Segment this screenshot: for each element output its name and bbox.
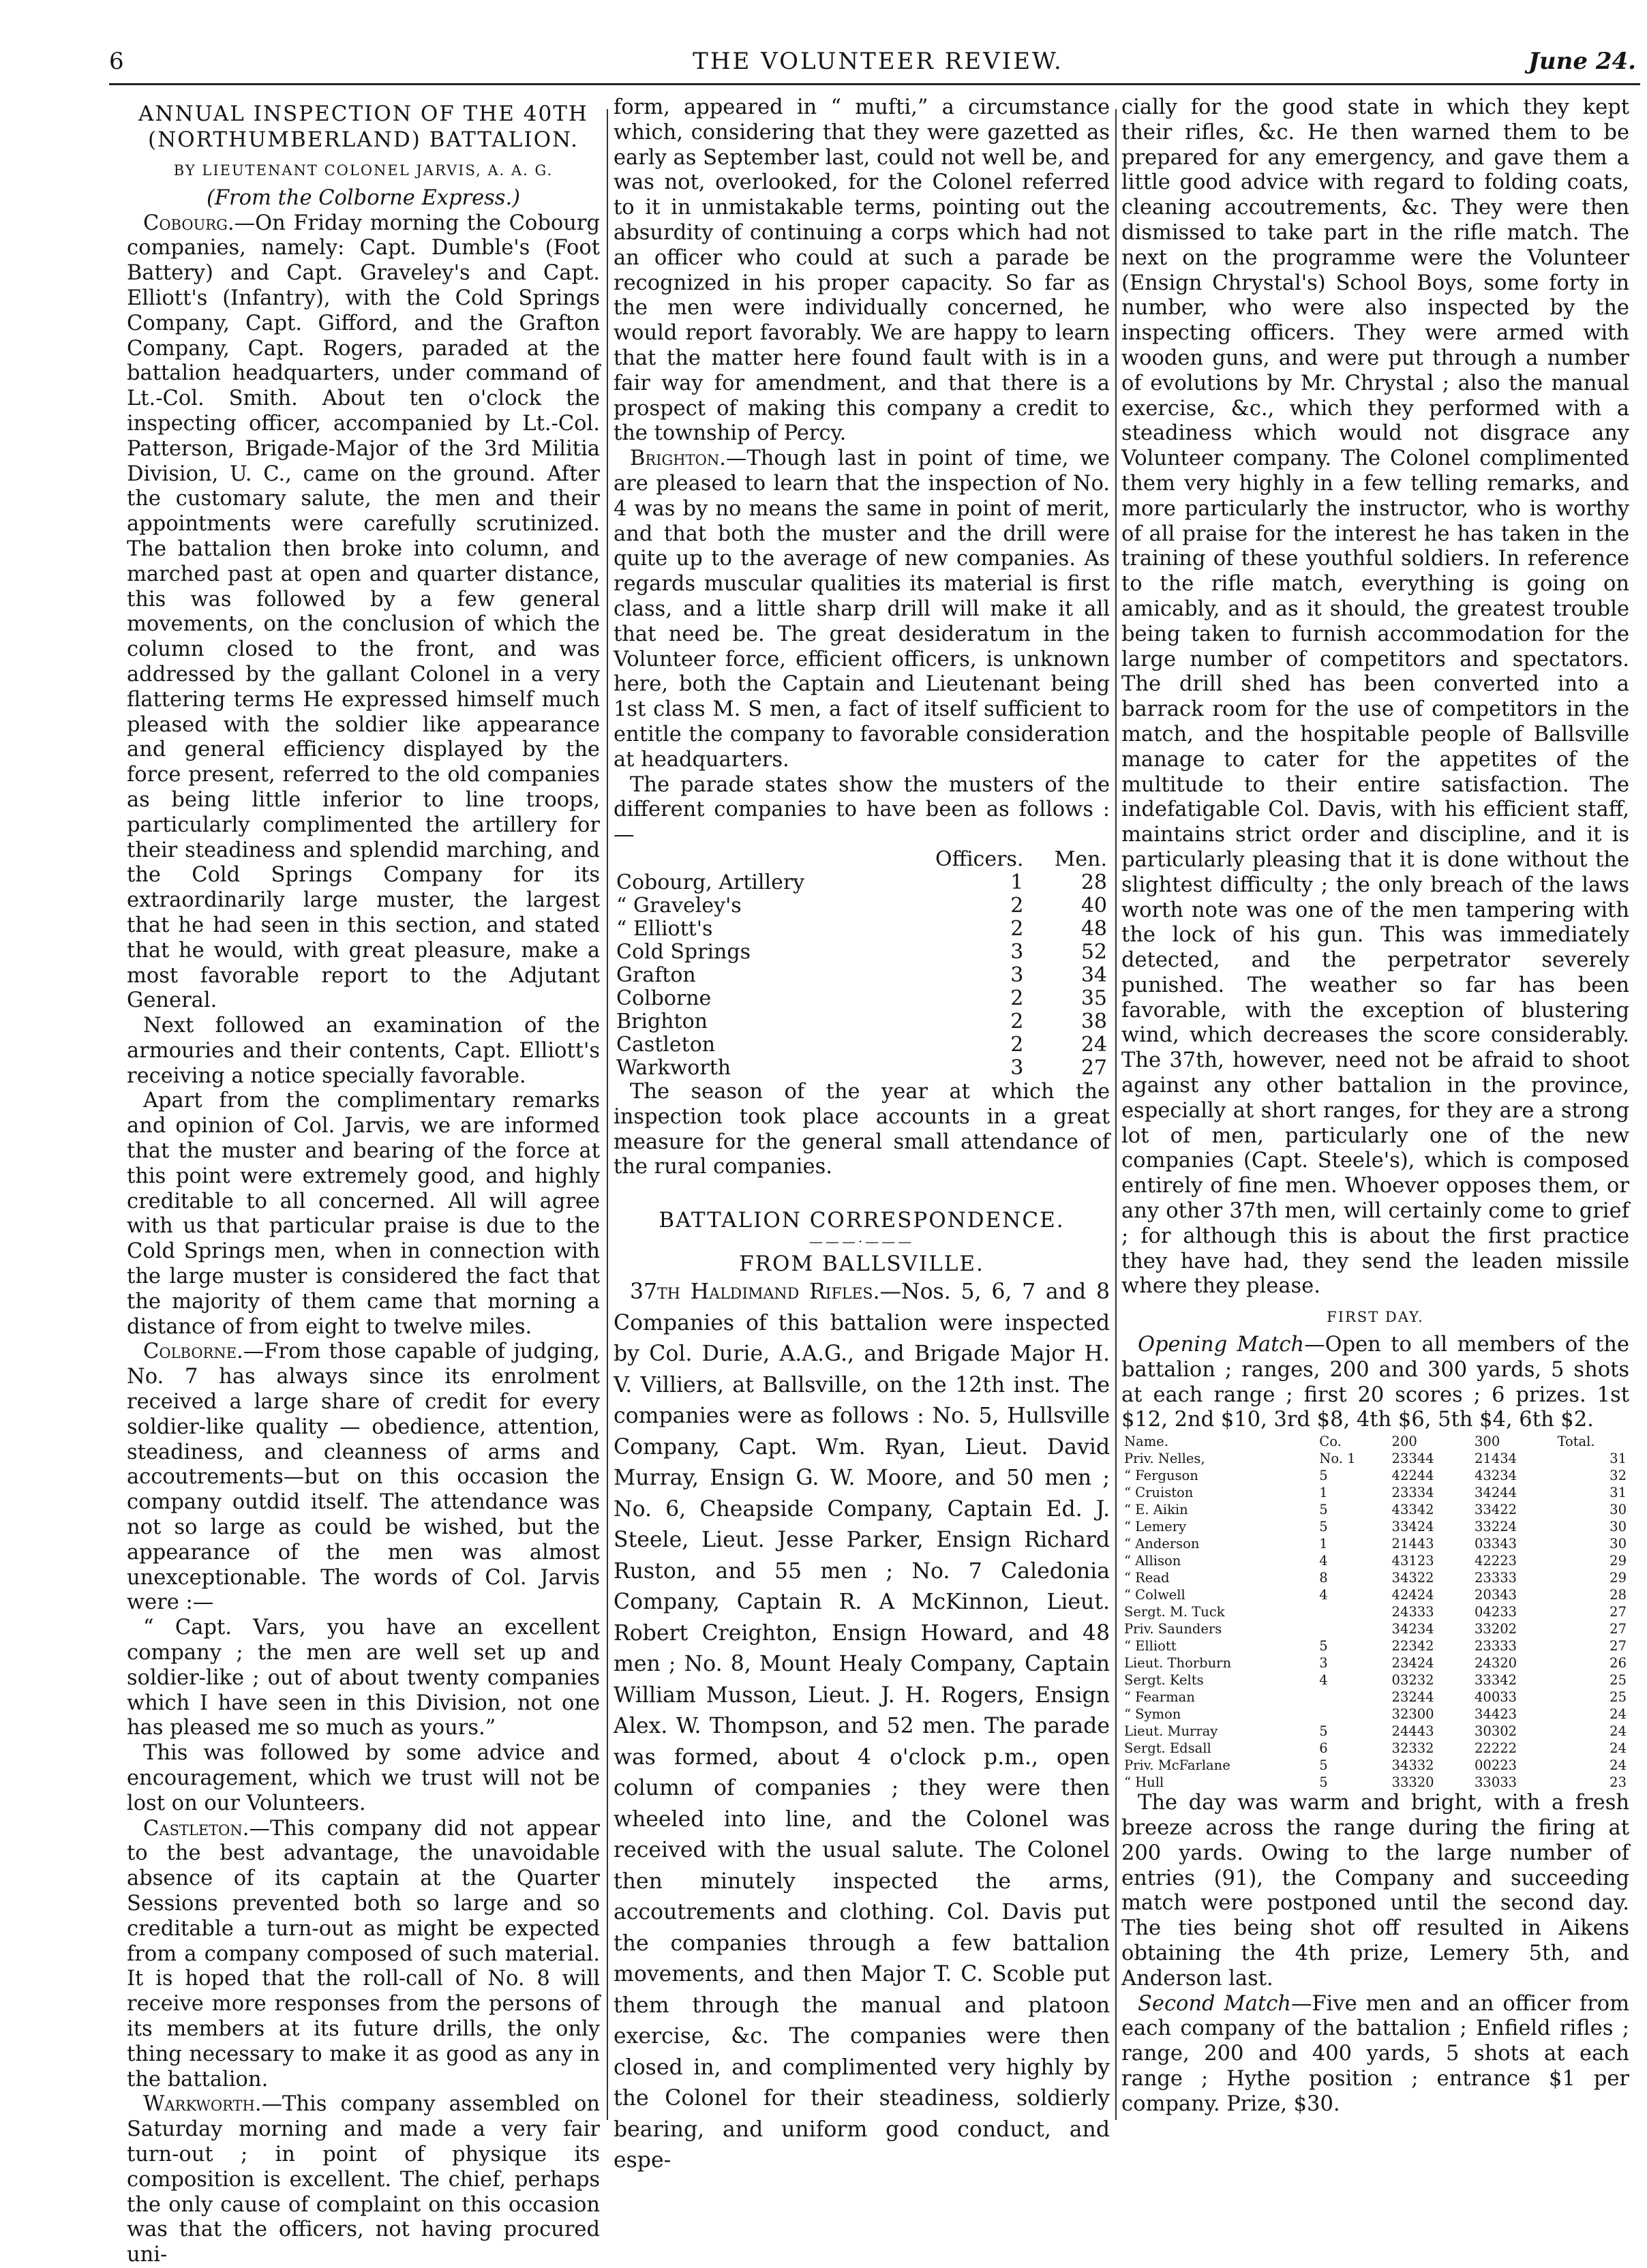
cell-r200: 24333 [1391, 1604, 1434, 1620]
cell-officers: 3 [1010, 939, 1024, 964]
table-row [614, 1033, 1110, 1057]
table-row [1121, 1518, 1629, 1535]
paragraph [127, 1340, 600, 1616]
cell-r300: 21434 [1475, 1451, 1517, 1467]
paragraph: Next followed an examination of the armouries and their contents, Capt. Elliott's receiving a notice specially favorable. [127, 1014, 600, 1088]
paragraph: The day was warm and bright, with a fresh breeze across the range during the firing at 200 yards. Owing to the large number of entries (91), the Company and succeeding match were postponed until the second day. The ties being shot off resulted in Aikens obtaining the 4th prize, Lemery 5th, and Anderson last. [1121, 1791, 1629, 1991]
table-row [1121, 1603, 1629, 1620]
table-row [1121, 1689, 1629, 1706]
paragraph-text: —On Friday morning the Cobourg companies, namely: Capt. Dumble's (Foot Battery) and Capt. Graveley's and Capt. Elliott's (Infantry), with the Cold Springs Company, Capt. Gifford, and the Grafton Company, Capt. Rogers, paraded at the battalion headquarters, under command of Lt.-Col. Smith. About ten o'clock the inspecting officer, accompanied by Lt.-Col. Patterson, Brigade-Major of the 3rd Militia Division, U. C., came on the ground. After the customary salute, the men and their appointments were carefully scrutinized. The battalion then broke into column, and marched past at open and quarter distance, this was followed by a few general movements, on the conclusion of which the column closed to the front, and was addressed by the gallant Colonel in a very flattering terms He expressed himself much pleased with the soldier like appearance and general efficiency displayed by the force present, referred to the old companies as being little inferior to line troops, particularly complimented the artillery for their steadiness and splendid marching, and the Cold Springs Company for its extraordinarily large muster, the largest that he had seen in this section, and stated that he would, with great pleasure, make a most favorable report to the Adjutant General. [127, 211, 600, 1013]
table-row [614, 918, 1110, 941]
table-row [1121, 1569, 1629, 1586]
cell-co: 8 [1319, 1570, 1328, 1586]
cell-name: “ Anderson [1124, 1536, 1200, 1552]
cell-total: 30 [1610, 1519, 1627, 1535]
paragraph: Apart from the complimentary remarks and opinion of Col. Jarvis, we are informed that the muster and bearing of the force at this point were extremely good, and highly creditable to all concerned. All will agree with us that particular praise is due to the Cold Springs men, when in connection with the large muster is considered the fact that the majority of them came that morning a distance of from eight to twelve miles. [127, 1089, 600, 1339]
cell-total: 29 [1610, 1570, 1627, 1586]
cell-men: 48 [1081, 916, 1107, 941]
cell-r200: 43342 [1391, 1502, 1434, 1518]
paragraph [1121, 1992, 1629, 2117]
cell-officers: 2 [1010, 1032, 1024, 1057]
cell-name: “ Lemery [1124, 1519, 1187, 1535]
place-lead: Cobourg. [143, 211, 235, 235]
paragraph-text: —Open to all members of the battalion ; ranges, 200 and 300 yards, 5 shots at each range ; first 20 scores ; 6 prizes. 1st $12, 2nd $10, 3rd $8, 4th $6, 5th $4, 6th $2. [1121, 1333, 1629, 1432]
paragraph: form, appeared in “ mufti,” a circumstance which, considering that they were gazetted as early as September last, could not well be, and was not, overlooked, for the Colonel referred to it in unmistakable terms, pointing out the absurdity of continuing a corps which had not an officer who could at such a parade be recognized in his proper capacity. So far as the men were individually concerned, he would report favorably. We are happy to learn that the matter here found fault with is in a fair way for amendment, and that there is a prospect of making this company a credit to the township of Percy. [614, 95, 1110, 446]
cell-co: 5 [1319, 1502, 1328, 1518]
table-row [1121, 1672, 1629, 1689]
cell-men: 34 [1081, 963, 1107, 987]
paragraph-text: —This company did not appear to the best advantage, the unavoidable absence of its captain at the Quarter Sessions prevented both so large and so creditable a turn-out as might be expected from a company composed of such material. It is hoped that the roll-call of No. 8 will receive more responses from the persons of its members at its future drills, the only thing necessary to make it as good as any in the battalion. [127, 1816, 600, 2091]
cell-name: “ E. Aikin [1124, 1502, 1188, 1518]
paragraph: The season of the year at which the inspection took place accounts in a great measure for the general small attendance of the rural companies. [614, 1079, 1110, 1179]
article-title-line: (NORTHUMBERLAND) BATTALION. [148, 127, 579, 152]
place-lead: Brighton. [630, 447, 726, 471]
column-header: Co. [1319, 1434, 1342, 1450]
cell-name: “ Elliott's [616, 916, 713, 941]
column-header: Name. [1124, 1434, 1168, 1450]
table-row [1121, 1723, 1629, 1740]
cell-name: “ Ferguson [1124, 1468, 1198, 1484]
cell-r300: 34423 [1475, 1706, 1517, 1723]
cell-r300: 34244 [1475, 1485, 1517, 1501]
cell-r300: 03343 [1475, 1536, 1517, 1552]
cell-total: 32 [1610, 1468, 1627, 1484]
cell-total: 27 [1610, 1638, 1627, 1654]
cell-name: Grafton [616, 963, 696, 987]
column-divider [607, 109, 608, 2120]
table-row [1121, 1501, 1629, 1518]
cell-r300: 33342 [1475, 1672, 1517, 1689]
cell-total: 24 [1610, 1706, 1627, 1723]
cell-men: 24 [1081, 1032, 1107, 1057]
paragraph: cially for the good state in which they kept their rifles, &c. He then warned them to be prepared for any emergency, and gave them a little good advice with regard to folding coats, cleaning accoutrements, &c. They were then dismissed to take part in the rifle match. The next on the programme were the Volunteer (Ensign Chrystal's) School Boys, some forty in number, who were also inspected by the inspecting officers. They were armed with wooden guns, and were put through a number of evolutions by Mr. Chrystal ; also the manual exercise, &c., which they performed with a steadiness which would not disgrace any Volunteer company. The Colonel complimented them very highly in a few telling remarks, and more particularly the instructor, who is worthy of all praise for the interest he has taken in the training of these youthful soldiers. In reference to the rifle match, everything is going on amicably, and as it should, the greatest trouble being taken to furnish accommodation for the large number of competitors and spectators. The drill shed has been converted into a barrack room for the use of competitors in the match, and the hospitable people of Ballsville manage to cater for the appetites of the multitude to their entire satisfaction. The indefatigable Col. Davis, with his efficient staff, maintains strict order and discipline, and it is particularly pleasing that it is done without the slightest difficulty ; the only breach of the laws worth note was one of the men tampering with the lock of his gun. This was immediately detected, and the perpetrator severely punished. The weather so far has been favorable, with the exception of blustering wind, which decreases the score considerably. The 37th, however, need not be afraid to shoot against any other battalion in the province, especially at short ranges, for they are a strong lot of men, particularly one of the new companies (Capt. Steele's), which is composed entirely of fine men. Whoever opposes them, or any other 37th men, will certainly come to grief ; for although this is about the first practice they have had, they send the leaden missile where they please. [1121, 95, 1629, 1299]
cell-name: Cold Springs [616, 939, 751, 964]
paragraph [127, 2092, 600, 2268]
table-row [614, 987, 1110, 1010]
table-row [1121, 1620, 1629, 1637]
cell-r300: 20343 [1475, 1587, 1517, 1603]
cell-co [1316, 1620, 1389, 1637]
cell-total: 30 [1610, 1502, 1627, 1518]
cell-total: 24 [1610, 1757, 1627, 1774]
cell-co [1316, 1603, 1389, 1620]
cell-r300: 43234 [1475, 1468, 1517, 1484]
cell-total: 29 [1610, 1553, 1627, 1569]
cell-officers: 2 [1010, 893, 1024, 918]
table-row [614, 964, 1110, 987]
cell-r200: 23244 [1391, 1689, 1434, 1706]
cell-r200: 34234 [1391, 1621, 1434, 1637]
cell-r200: 42244 [1391, 1468, 1434, 1484]
cell-co: No. 1 [1319, 1451, 1356, 1467]
cell-men: 35 [1081, 986, 1107, 1010]
section-heading: FIRST DAY. [1327, 1309, 1424, 1326]
cell-name: Sergt. Edsall [1124, 1740, 1211, 1757]
cell-r200: 23334 [1391, 1485, 1434, 1501]
table-row [614, 1057, 1110, 1080]
cell-total: 27 [1610, 1604, 1627, 1620]
cell-name: Sergt. M. Tuck [1124, 1604, 1225, 1620]
cell-r300: 23333 [1475, 1638, 1517, 1654]
cell-r200: 32332 [1391, 1740, 1434, 1757]
paragraph-text: —Five men and an officer from each company of the battalion ; Enfield rifles ; range, 200 and 400 yards, 5 shots at each range ; Hythe position ; entrance $1 per company. Prize, $30. [1121, 1991, 1629, 2116]
cell-men: 52 [1081, 939, 1107, 964]
cell-co: 6 [1319, 1740, 1328, 1757]
cell-officers: 2 [1010, 986, 1024, 1010]
table-row [1121, 1450, 1629, 1467]
cell-r300: 33422 [1475, 1502, 1517, 1518]
column-header: Men. [1054, 847, 1107, 871]
section-subtitle: FROM BALLSVILLE. [739, 1252, 984, 1277]
cell-co: 1 [1319, 1536, 1328, 1552]
cell-men: 28 [1081, 870, 1107, 894]
cell-total: 24 [1610, 1740, 1627, 1757]
match-lead: Second Match [1138, 1991, 1291, 2016]
article-title [127, 101, 600, 153]
paragraph [614, 1277, 1110, 2177]
cell-r300: 24320 [1475, 1655, 1517, 1672]
place-lead: Colborne. [143, 1340, 243, 1364]
cell-co: 5 [1319, 1519, 1328, 1535]
cell-name: “ Hull [1124, 1774, 1164, 1791]
paragraph [614, 447, 1110, 772]
cell-co: 5 [1319, 1774, 1328, 1791]
paragraph: This was followed by some advice and encouragement, which we trust will not be lost on our Volunteers. [127, 1741, 600, 1815]
cell-r300: 23333 [1475, 1570, 1517, 1586]
place-lead: Warkworth. [143, 2092, 262, 2117]
paragraph: The parade states show the musters of the different companies to have been as follows :— [614, 772, 1110, 847]
cell-men: 27 [1081, 1055, 1107, 1080]
cell-r300: 22222 [1475, 1740, 1517, 1757]
cell-name: “ Colwell [1124, 1587, 1185, 1603]
page-header [109, 48, 1647, 82]
cell-co: 1 [1319, 1485, 1328, 1501]
ornament-rule: ———·——— [809, 1233, 915, 1250]
cell-co: 5 [1319, 1723, 1328, 1740]
cell-name: “ Symon [1124, 1706, 1181, 1723]
cell-r300: 40033 [1475, 1689, 1517, 1706]
cell-co: 4 [1319, 1672, 1328, 1689]
cell-r200: 23424 [1391, 1655, 1434, 1672]
cell-co: 5 [1319, 1638, 1328, 1654]
table-row [614, 1010, 1110, 1033]
table-row [1121, 1757, 1629, 1774]
table-row [1121, 1740, 1629, 1757]
table-header-row [1121, 1433, 1629, 1450]
cell-r300: 33202 [1475, 1621, 1517, 1637]
cell-r200: 24443 [1391, 1723, 1434, 1740]
cell-co [1316, 1706, 1389, 1723]
table-row [1121, 1484, 1629, 1501]
cell-co [1316, 1689, 1389, 1706]
cell-total: 26 [1610, 1655, 1627, 1672]
newspaper-title: THE VOLUNTEER REVIEW. [693, 48, 1063, 75]
cell-name: Lieut. Murray [1124, 1723, 1218, 1740]
cell-co: 4 [1319, 1553, 1328, 1569]
paragraph [127, 1817, 600, 2093]
match-lead: Opening Match [1138, 1333, 1305, 1357]
column-2 [614, 95, 1110, 2243]
scores-table [1121, 1433, 1629, 1791]
table-row [1121, 1467, 1629, 1484]
cell-name: Priv. Saunders [1124, 1621, 1222, 1637]
paragraph-text: —Nos. 5, 6, 7 and 8 Companies of this battalion were inspected by Col. Durie, A.A.G., and Brigade Major H. V. Villiers, at Ballsville, on the 12th inst. The companies were as follows : No. 5, Hullsville Company, Capt. Wm. Ryan, Lieut. David Murray, Ensign G. W. Moore, and 50 men ; No. 6, Cheapside Company, Captain Ed. J. Steele, Lieut. Jesse Parker, Ensign Richard Ruston, and 55 men ; No. 7 Caledonia Company, Captain R. A McKinnon, Lieut. Robert Creighton, Ensign Howard, and 48 men ; No. 8, Mount Healy Company, Captain William Musson, Lieut. J. H. Rogers, Ensign Alex. W. Thompson, and 52 men. The parade was formed, about 4 o'clock p.m., open column of companies ; they were then wheeled into line, and the Colonel was received with the usual salute. The Colonel then minutely inspected the arms, accoutrements and clothing. Col. Davis put the companies through a few battalion movements, and then Major T. C. Scoble put them through the manual and platoon exercise, &c. The companies were then closed in, and complimented very highly by the Colonel for their steadiness, soldierly bearing, and uniform good conduct, and espe- [614, 1280, 1110, 2173]
cell-name: Castleton [616, 1032, 716, 1057]
table-header-row [614, 848, 1110, 871]
cell-men: 40 [1081, 893, 1107, 918]
column-header: Total. [1557, 1434, 1595, 1450]
cell-name: “ Allison [1124, 1553, 1181, 1569]
cell-total: 31 [1610, 1451, 1627, 1467]
table-row [1121, 1637, 1629, 1654]
cell-r200: 42424 [1391, 1587, 1434, 1603]
table-row [1121, 1774, 1629, 1791]
cell-r200: 23344 [1391, 1451, 1434, 1467]
cell-co: 5 [1319, 1757, 1328, 1774]
table-row [614, 941, 1110, 964]
cell-name: “ Graveley's [616, 893, 742, 918]
cell-total: 24 [1610, 1723, 1627, 1740]
byline: BY LIEUTENANT COLONEL JARVIS, A. A. G. [173, 162, 554, 179]
cell-name: Sergt. Kelts [1124, 1672, 1204, 1689]
cell-officers: 3 [1010, 1055, 1024, 1080]
cell-r200: 33320 [1391, 1774, 1434, 1791]
cell-total: 30 [1610, 1536, 1627, 1552]
quotation: “ Capt. Vars, you have an excellent company ; the men are well set up and soldier-like ; out of about twenty companies which I have seen in this Division, not one has pleased me so much as yours.” [127, 1616, 600, 1740]
table-row [1121, 1654, 1629, 1672]
paragraph-text: —This company assembled on Saturday morning and made a very fair turn-out ; in point of physique its composition is excellent. The chief, perhaps the only cause of complaint on this occasion was that the officers, not having procured uni- [127, 2092, 600, 2267]
cell-r300: 04233 [1475, 1604, 1517, 1620]
issue-date: June 24. [1528, 48, 1636, 75]
cell-r300: 00223 [1475, 1757, 1517, 1774]
column-header: 200 [1391, 1434, 1417, 1450]
column-1 [127, 95, 600, 2267]
cell-total: 28 [1610, 1587, 1627, 1603]
cell-r300: 42223 [1475, 1553, 1517, 1569]
cell-name: Brighton [616, 1009, 708, 1033]
cell-r200: 22342 [1391, 1638, 1434, 1654]
cell-r200: 21443 [1391, 1536, 1434, 1552]
cell-total: 25 [1610, 1672, 1627, 1689]
cell-name: “ Fearman [1124, 1689, 1195, 1706]
paragraph [127, 211, 600, 1014]
cell-co: 5 [1319, 1468, 1328, 1484]
cell-r200: 34332 [1391, 1757, 1434, 1774]
cell-officers: 2 [1010, 1009, 1024, 1033]
cell-name: Warkworth [616, 1055, 731, 1080]
cell-total: 31 [1610, 1485, 1627, 1501]
page-number: 6 [109, 48, 124, 75]
place-lead: Castleton. [143, 1816, 250, 1841]
place-lead: 37th Haldimand Rifles. [630, 1280, 880, 1305]
table-row [1121, 1586, 1629, 1603]
header-rule [109, 83, 1640, 85]
cell-name: “ Elliott [1124, 1638, 1177, 1654]
cell-name: “ Cruiston [1124, 1485, 1194, 1501]
cell-r200: 43123 [1391, 1553, 1434, 1569]
cell-name: Lieut. Thorburn [1124, 1655, 1232, 1672]
parade-states-table [614, 848, 1110, 1080]
table-row [1121, 1535, 1629, 1552]
paragraph-text: —From those capable of judging, No. 7 has always since its enrolment received a large share of credit for every soldier-like quality — obedience, attention, steadiness, and cleanness of arms and accoutrements—but on this occasion the company outdid itself. The attendance was not so large as could be wished, but the appearance of the men was almost unexceptionable. The words of Col. Jarvis were :— [127, 1340, 600, 1615]
cell-officers: 2 [1010, 916, 1024, 941]
cell-officers: 3 [1010, 963, 1024, 987]
cell-name: Priv. McFarlane [1124, 1757, 1230, 1774]
source-note: (From the Colborne Express.) [206, 185, 521, 210]
cell-r300: 30302 [1475, 1723, 1517, 1740]
cell-r200: 33424 [1391, 1519, 1434, 1535]
cell-name: Priv. Nelles, [1124, 1451, 1205, 1467]
cell-total: 23 [1610, 1774, 1627, 1791]
table-row [1121, 1552, 1629, 1569]
cell-name: Colborne [616, 986, 712, 1010]
article-title-line: ANNUAL INSPECTION OF THE 40TH [138, 102, 588, 126]
cell-name: Cobourg, Artillery [616, 870, 805, 894]
cell-r200: 34322 [1391, 1570, 1434, 1586]
column-header: 300 [1475, 1434, 1500, 1450]
cell-men: 38 [1081, 1009, 1107, 1033]
cell-co: 3 [1319, 1655, 1328, 1672]
table-row [614, 871, 1110, 894]
column-3 [1121, 95, 1629, 2243]
cell-total: 25 [1610, 1689, 1627, 1706]
cell-co: 4 [1319, 1587, 1328, 1603]
cell-r300: 33224 [1475, 1519, 1517, 1535]
cell-r300: 33033 [1475, 1774, 1517, 1791]
paragraph [1121, 1333, 1629, 1433]
cell-name: “ Read [1124, 1570, 1170, 1586]
cell-r200: 03232 [1391, 1672, 1434, 1689]
section-title: BATTALION CORRESPONDENCE. [659, 1208, 1065, 1233]
table-row [1121, 1706, 1629, 1723]
paragraph-text: —Though last in point of time, we are pleased to learn that the inspection of No. 4 was by no means the same in point of merit, and that both the muster and the drill were quite up to the average of new companies. As regards muscular qualities its material is first class, and a little sharp drill will make it all that need be. The great desideratum in the Volunteer force, efficient officers, is unknown here, both the Captain and Lieutenant being 1st class M. S men, a fact of itself sufficient to entitle the company to favorable consideration at headquarters. [614, 447, 1110, 772]
cell-r200: 32300 [1391, 1706, 1434, 1723]
column-header: Officers. [935, 847, 1024, 871]
cell-officers: 1 [1010, 870, 1024, 894]
column-divider [1115, 109, 1117, 2120]
table-row [614, 894, 1110, 918]
cell-total: 27 [1610, 1621, 1627, 1637]
